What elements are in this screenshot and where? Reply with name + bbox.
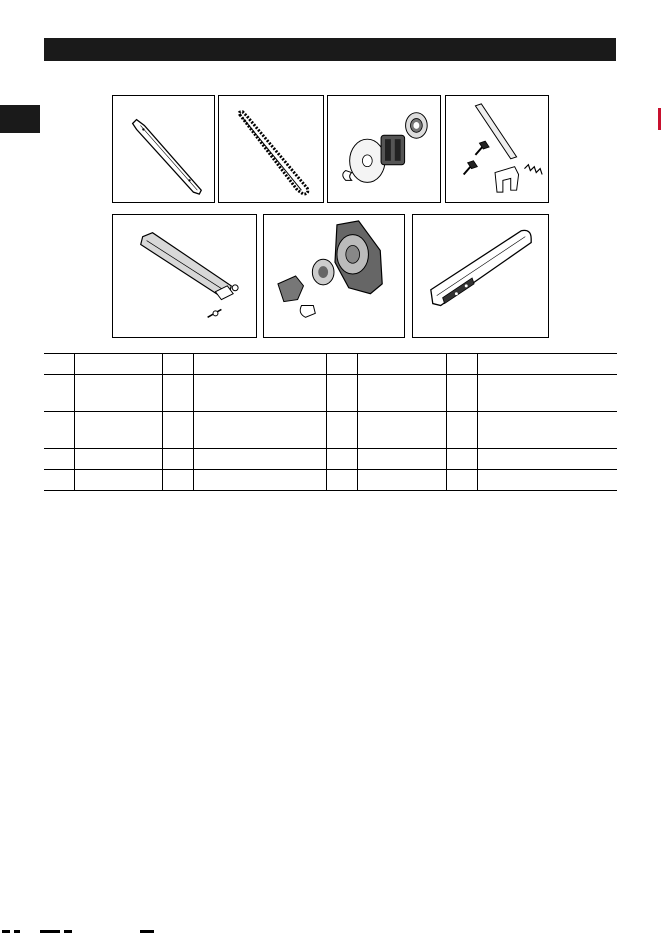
- table-row: [44, 470, 617, 491]
- table-cell: [478, 449, 618, 470]
- table-cell: [44, 412, 75, 449]
- footer-cutoff-marks: [0, 927, 170, 933]
- side-color-mark: [658, 108, 661, 130]
- table-row: [44, 412, 617, 449]
- table-cell: [447, 470, 478, 491]
- table-cell: [194, 375, 327, 412]
- part-panel-guide-bar: [112, 95, 215, 203]
- table-cell: [447, 449, 478, 470]
- hardware-illustration: [446, 96, 548, 202]
- table-cell: [478, 375, 618, 412]
- table-cell: [163, 375, 194, 412]
- table-cell: [163, 449, 194, 470]
- table-cell: [358, 354, 447, 375]
- table-cell: [327, 470, 358, 491]
- table-cell: [478, 354, 618, 375]
- table-row: [44, 354, 617, 375]
- table-cell: [75, 470, 163, 491]
- drive-assembly-illustration: [328, 96, 440, 202]
- handle-illustration: [113, 215, 256, 337]
- guide-bar-illustration: [113, 96, 214, 202]
- table-cell: [44, 354, 75, 375]
- part-panel-drive-assembly: [327, 95, 441, 203]
- table-cell: [194, 449, 327, 470]
- part-panel-bar-cover: [412, 214, 549, 338]
- saw-chain-illustration: [219, 96, 323, 202]
- table-cell: [478, 412, 618, 449]
- table-cell: [75, 449, 163, 470]
- table-cell: [44, 470, 75, 491]
- table-cell: [75, 412, 163, 449]
- table-cell: [327, 375, 358, 412]
- table-cell: [194, 412, 327, 449]
- gear-housing-illustration: [264, 215, 404, 337]
- language-side-tab: [0, 105, 40, 133]
- table-cell: [447, 412, 478, 449]
- table-cell: [75, 375, 163, 412]
- table-cell: [163, 354, 194, 375]
- part-panel-hardware: [445, 95, 549, 203]
- table-row: [44, 375, 617, 412]
- table-cell: [447, 354, 478, 375]
- part-panel-saw-chain: [218, 95, 324, 203]
- table-cell: [358, 412, 447, 449]
- table-cell: [358, 470, 447, 491]
- part-panel-handle: [112, 214, 257, 338]
- parts-list-table: [44, 353, 617, 491]
- table-cell: [194, 470, 327, 491]
- table-cell: [75, 354, 163, 375]
- section-header-bar: [44, 38, 616, 61]
- table-cell: [327, 449, 358, 470]
- table-cell: [447, 375, 478, 412]
- bar-cover-illustration: [413, 215, 548, 337]
- table-cell: [358, 375, 447, 412]
- table-cell: [478, 470, 618, 491]
- table-cell: [44, 375, 75, 412]
- table-row: [44, 449, 617, 470]
- table-cell: [194, 354, 327, 375]
- part-panel-gear-housing: [263, 214, 405, 338]
- table-cell: [163, 412, 194, 449]
- table-cell: [327, 412, 358, 449]
- table-cell: [358, 449, 447, 470]
- table-cell: [44, 449, 75, 470]
- table-cell: [327, 354, 358, 375]
- table-cell: [163, 470, 194, 491]
